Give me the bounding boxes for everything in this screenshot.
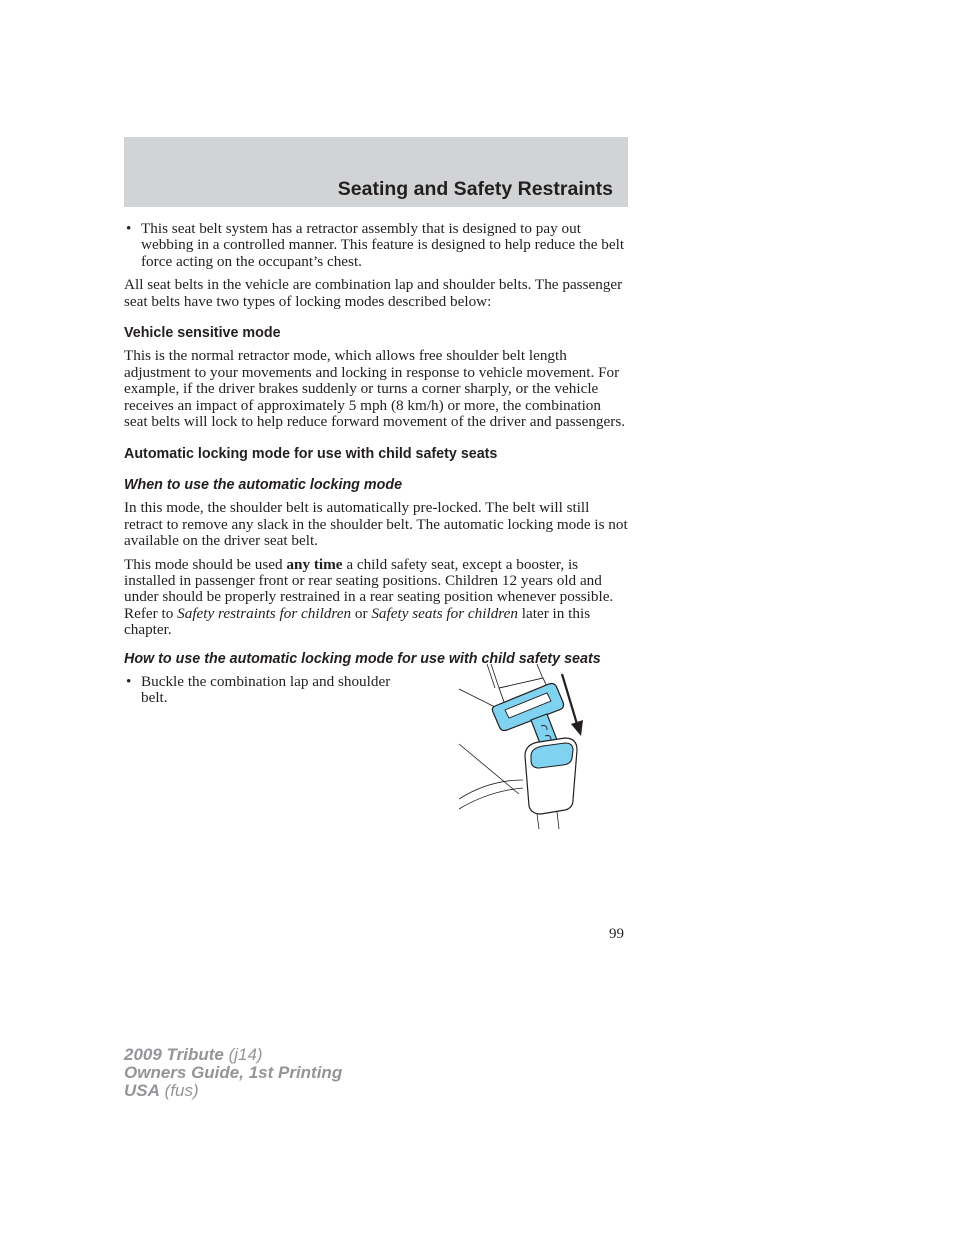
bullet-item-retractor (124, 221, 628, 270)
footer-line (124, 1082, 342, 1100)
seat-belt-buckle-illustration (459, 664, 589, 829)
footer-market-code: (fus) (159, 1081, 199, 1100)
paragraph-all-belts: All seat belts in the vehicle are combination lap and shoulder belts. The passenger seat belts have two types of locking modes described below: (124, 276, 623, 310)
paragraph-in-this-mode: In this mode, the shoulder belt is automatically pre-locked. The belt will still retract to remove any slack in the shoulder belt. The automatic locking mode is not available on the driver seat belt. (124, 499, 628, 550)
bullet-text: This seat belt system has a retractor assembly that is designed to pay out webbing in a controlled manner. This feature is designed to help reduce the belt force acting on the occupant’s chest. (141, 220, 625, 270)
paragraph-mode-should-be-used (124, 557, 628, 639)
buckle-section (124, 674, 628, 844)
footer-market: USA (124, 1081, 160, 1100)
bullet-text: Buckle the combination lap and shoulder belt. (141, 672, 391, 706)
header-band (124, 137, 628, 207)
bullet-glyph: • (126, 672, 132, 690)
cross-reference-safety-restraints: Safety restraints for children (177, 604, 352, 622)
paragraph-vehicle-sensitive: This is the normal retractor mode, which allows free shoulder belt length adjustment to your movements and locking in response to vehicle movement. For example, if the driver brakes suddenly or turns a corner sharply, or the vehicle receives an impact of approximately 5 mph (8 km/h) or more, the combination seat belts will lock to help reduce forward movement of the driver and passengers. (124, 347, 626, 431)
subheading-when-to-use: When to use the automatic locking mode (124, 476, 403, 493)
text-span: later in this chapter. (124, 604, 591, 639)
cross-reference-safety-seats: Safety seats for children (371, 604, 518, 622)
footer-model: 2009 Tribute (124, 1045, 224, 1064)
main-content (124, 221, 628, 844)
text-span: or (351, 604, 372, 622)
subheading-how-to-use: How to use the automatic locking mode for use with child safety seats (124, 650, 601, 667)
footer-line (124, 1064, 342, 1082)
footer-printing: Owners Guide, 1st Printing (124, 1063, 343, 1082)
footer-document-info (124, 1046, 342, 1100)
bold-any-time: any time (286, 555, 343, 573)
page-number: 99 (609, 926, 624, 942)
bullet-glyph: • (126, 220, 132, 237)
heading-automatic-locking-mode: Automatic locking mode for use with child safety seats (124, 446, 498, 463)
footer-model-code: (j14) (223, 1045, 263, 1064)
footer-line (124, 1046, 342, 1064)
heading-vehicle-sensitive-mode: Vehicle sensitive mode (124, 325, 281, 342)
text-span: This mode should be used (124, 555, 287, 573)
page-title: Seating and Safety Restraints (337, 178, 613, 200)
text-span: a child safety seat, except a booster, is installed in passenger front or rear seating positions. Children 12 years old and under should be properly restrained in a rear seating position whenever possible. Refer to (124, 555, 614, 622)
bullet-item-buckle (124, 674, 391, 707)
